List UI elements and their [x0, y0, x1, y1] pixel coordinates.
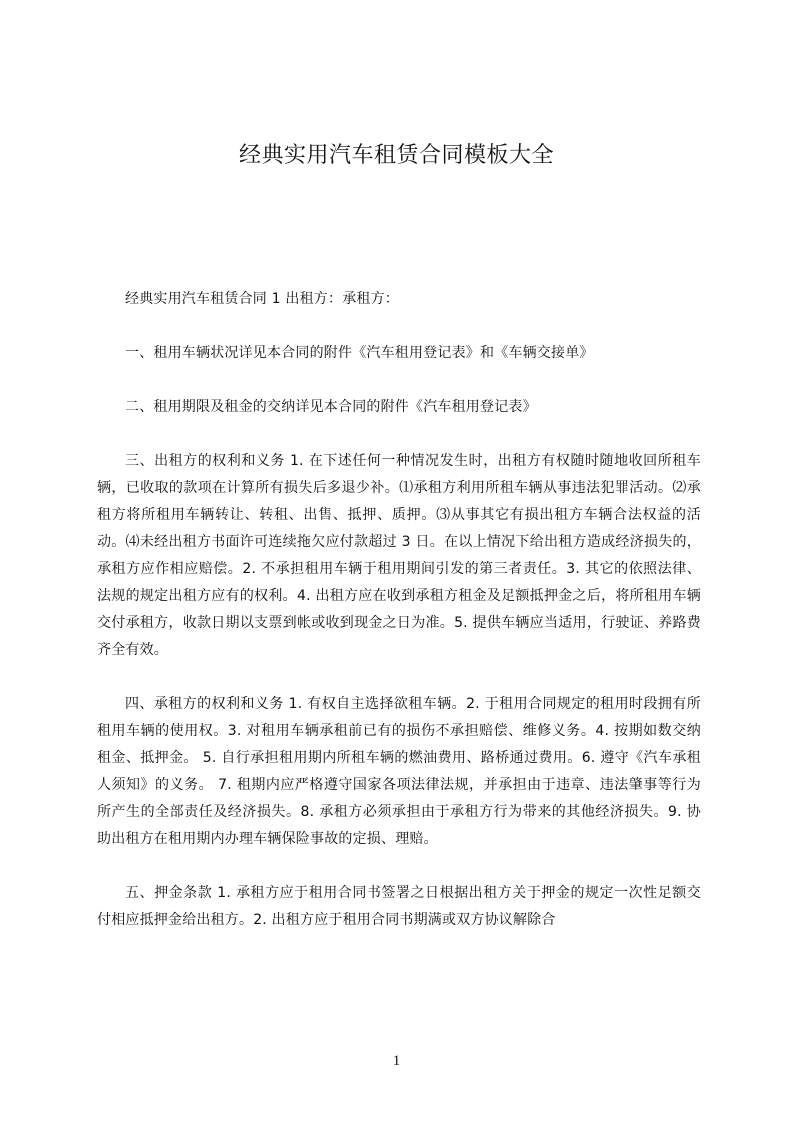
document-body [97, 286, 701, 934]
paragraph-clause-1: 一、租用车辆状况详见本合同的附件《汽车租用登记表》和《车辆交接单》 [125, 345, 594, 361]
paragraph-clause-5: 五、押金条款 1. 承租方应于租用合同书签署之日根据出租方关于押金的规定一次性足额交付相应抵押金给出租方。2. 出租方应于租用合同书期满或双方协议解除合 [97, 885, 701, 928]
paragraph-clause-3: 三、出租方的权利和义务 1. 在下述任何一种情况发生时，出租方有权随时随地收回所租车辆，已收取的款项在计算所有损失后多退少补。⑴承租方利用所租车辆从事违法犯罪活动。⑵承租方将所租用车辆转让、转租、出售、抵押、质押。⑶从事其它有损出租方车辆合法权益的活动。⑷未经出租方书面许可连续拖欠应付款超过 3 日。在以上情况下给出租方造成经济损失的，承租方应作相应赔偿。2. 不承担租用车辆于租用期间引发的第三者责任。3. 其它的依照法律、法规的规定出租方应有的权利。4. 出租方应在收到承租方租金及足额抵押金之后，将所租用车辆交付承租方，收款日期以支票到帐或收到现金之日为准。5. 提供车辆应当适用，行驶证、养路费齐全有效。 [97, 453, 701, 658]
page-number: 1 [392, 1053, 401, 1069]
paragraph-clause-2: 二、租用期限及租金的交纳详见本合同的附件《汽车租用登记表》 [125, 399, 537, 415]
document-title: 经典实用汽车租赁合同模板大全 [238, 143, 554, 168]
paragraph-parties: 经典实用汽车租赁合同 1 出租方：承租方： [125, 291, 400, 307]
paragraph-clause-4: 四、承租方的权利和义务 1. 有权自主选择欲租车辆。2. 于租用合同规定的租用时段拥有所租用车辆的使用权。3. 对租用车辆承租前已有的损伤不承担赔偿、维修义务。4. 按期如数交纳租金、抵押金。 5. 自行承担租用期内所租车辆的燃油费用、路桥通过费用。6. 遵守《汽车承租人须知》的义务。 7. 租期内应严格遵守国家各项法律法规，并承担由于违章、违法肇事等行为所产生的全部责任及经济损失。8. 承租方必须承担由于承租方行为带来的其他经济损失。9. 协助出租方在租用期内办理车辆保险事故的定损、理赔。 [97, 696, 701, 847]
